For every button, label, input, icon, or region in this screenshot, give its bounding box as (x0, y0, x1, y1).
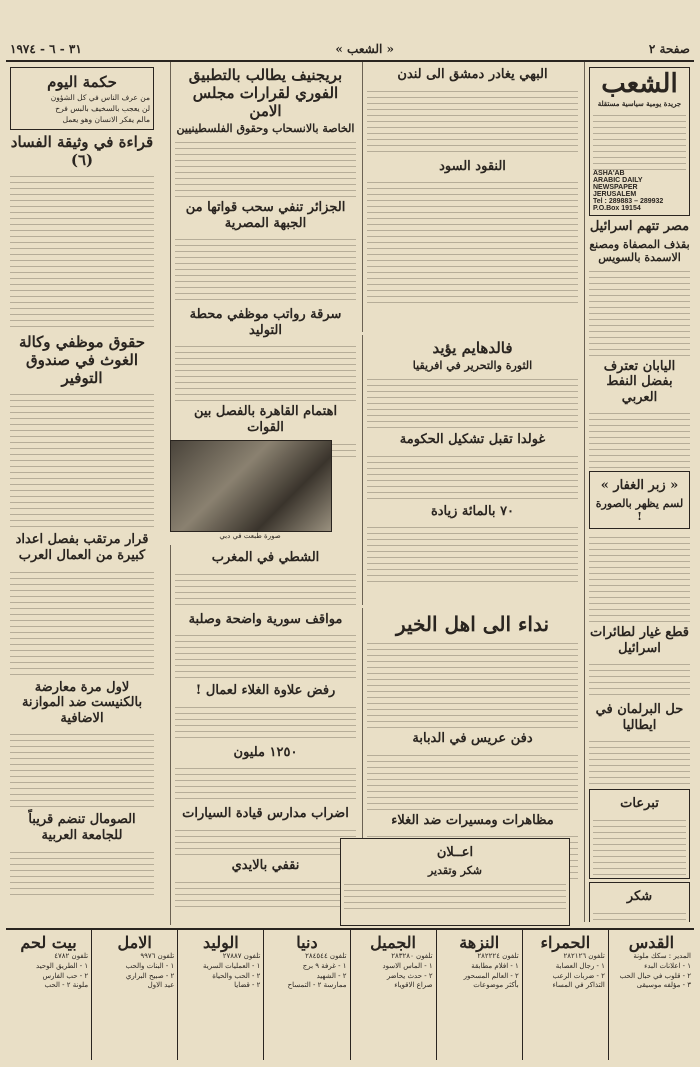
ad-2-line-1: ١ - افلام مطابقة (471, 961, 519, 970)
headline-tatbiq: قراءة في وثيقة الفساد (٦) (10, 133, 154, 170)
ad-6-name: الامل (117, 933, 152, 952)
headline-nida: نداء الى اهل الخير (395, 612, 550, 636)
ad-6-line-3: عيد الاول (147, 981, 175, 990)
sub-fal: الثورة والتحرير في افريقيا (412, 359, 533, 372)
paper-name: « الشعب » (335, 42, 394, 56)
ad-5-name: الوليد (202, 933, 239, 952)
column-2-top (362, 62, 582, 332)
ad-4-line-3: ممارسة ٢ - التمساح (287, 981, 347, 990)
ad-3-line-3: صراع الاقوياء (394, 981, 433, 990)
sub-brejnev: الخاصة بالانسحاب وحقوق الفلسطينيين (176, 122, 355, 135)
ad-4-line-2: ٢ - الشهيد (316, 971, 347, 980)
ad-2-line-3: بأكثر موضوعات (473, 981, 519, 990)
ad-5-line-0: تلفون ٢٧٨٨٧ (222, 952, 261, 960)
ad-0-line-0: المدير : سكك ملونة (633, 952, 691, 960)
hikma-line-3: مالم يفكر الانسان وهو يعمل (62, 115, 150, 125)
ad-0-line-1: ١ - اعلانات البدء (644, 961, 691, 970)
shukr-title: شكر (626, 888, 653, 904)
ad-7-line-1: ١ - الطريق الوحيد (36, 961, 89, 970)
shukr-box (589, 882, 690, 922)
masthead-box: P.O.Box 19154 (593, 205, 641, 212)
ad-6 (91, 930, 177, 1060)
ad-7-line-2: ٢ - حب الفارس (42, 971, 89, 980)
headline-souriya: سرقة رواتب موظفي محطة التوليد (189, 307, 342, 338)
headline-bahi: البهي يغادر دمشق الى لندن (397, 67, 548, 82)
masthead-tel: Tel : 289883 – 289932 (593, 198, 664, 205)
zubr-sub: لسم يظهر بالصورة ! (595, 496, 684, 523)
zubr-box (589, 471, 690, 529)
headline-brejnev: بريجنيف يطالب بالتطبيق الفوري لقرارات مجلس الامن (188, 66, 343, 120)
ad-2-line-2: ٢ - العالم المسحور (463, 971, 519, 980)
headline-golda: غولدا تقبل تشكيل الحكومة (399, 432, 546, 447)
photo-caption: صورة طبعت في دبي (219, 532, 281, 540)
headline-hoquq: حقوق موظفي وكالة الغوث في صندوق التوفير (18, 333, 146, 388)
ad-1-line-3: التذاكر في المساء (552, 981, 605, 990)
headline-mawqif: مواقف سورية واضحة وصلبة (188, 611, 343, 627)
ad-2-name: النزهة (459, 933, 500, 952)
page-number: صفحة ٢ (648, 42, 690, 56)
masthead-en2: ARABIC DAILY NEWSPAPER (593, 177, 643, 191)
headline-rafd: رفض علاوة الغلاء لعمال ! (195, 683, 336, 699)
ad-0-line-2: ٢ - قلوب في حبال الحب (619, 971, 691, 980)
headline-fal: فالدهايم يؤيد (432, 339, 513, 357)
ad-1-name: الحمراء (540, 933, 591, 952)
ad-6-line-1: ١ - البنات والحب (125, 961, 175, 970)
headline-awal: لاول مرة معارضة بالكنيست ضد الموازنة الاضافية (21, 679, 143, 726)
column-4 (6, 62, 158, 922)
headline-misr: مصر تتهم اسرائيل (589, 219, 690, 234)
hikma-line-2: لن يعجب بالسخيف بالبس فرح (55, 104, 150, 114)
headline-naqfi: نقفي بالايدي (231, 857, 300, 873)
column-1 (584, 62, 694, 922)
masthead-en1: ASHA'AB (593, 170, 625, 177)
ad-5 (177, 930, 263, 1060)
issue-date: ٣١ - ٦ - ١٩٧٤ (10, 42, 82, 56)
hikma-title: حكمة اليوم (47, 73, 117, 91)
ad-4 (263, 930, 349, 1060)
sub-misr: بقذف المصفاة ومصنع الاسمدة بالسويس (589, 237, 690, 264)
hikma-line-1: من عرف الناس في كل الشؤون (50, 93, 150, 102)
ad-4-line-0: تلفون ٢٨٤٥٤٤ (305, 952, 347, 960)
ad-6-line-2: ٢ - صبيح البراري (125, 971, 175, 980)
headline-mozahara: مظاهرات ومسيرات ضد الغلاء (391, 812, 554, 828)
headline-shatti: الشطي في المغرب (211, 550, 320, 565)
masthead-logo: الشعب (601, 69, 678, 99)
tabarra-title: تبرعات (620, 796, 659, 812)
ad-4-name: دنيا (296, 933, 318, 952)
ad-5-line-3: ٢ - قضايا (234, 981, 261, 990)
ad-3-line-2: ٢ - حدث يحاضر (386, 971, 433, 980)
headline-jaza: الجزائر تنفي سحب قواتها من الجبهة المصرية (185, 200, 346, 231)
headline-idrab: اضراب مدارس قيادة السيارات (182, 806, 349, 822)
ad-1-line-1: ١ - رجال العصابة (555, 961, 605, 970)
ilan-sub: شكر وتقدير (427, 863, 483, 877)
zubr-title: « زبر الغفار » (600, 478, 679, 494)
masthead-sub: جريدة يومية سياسية مستقلة (597, 99, 682, 108)
headline-malyoun: ١٢٥٠ مليون (233, 744, 298, 760)
headline-somal: الصومال تنضم قريباً للجامعة العربية (28, 812, 136, 843)
headline-nuqud: النقود السود (439, 158, 506, 174)
ad-7-line-0: تلفون ٤٧٨٢ (54, 952, 89, 960)
ad-7-line-3: ملونة ٢ - الحب (44, 981, 89, 990)
masthead-en3: JERUSALEM (593, 191, 637, 198)
ad-1-line-0: تلفون ٢٨٢١٢٦ (563, 952, 605, 960)
tabarra-box (589, 789, 690, 879)
ad-1-line-2: ٢ - ضربات الرعب (552, 971, 605, 980)
hikma-box (10, 67, 154, 130)
ad-3-line-0: تلفون ٢٨٣٢٨٠ (391, 952, 433, 960)
headline-yaban: اليابان تعترف بفضل النفط العربي (603, 358, 676, 405)
ad-1 (522, 930, 608, 1060)
ad-0-name: القدس (628, 933, 675, 952)
ad-3-line-1: ١ - الماس الاسود (382, 961, 433, 970)
headline-sabeen: ٧٠ بالمائة زيادة (430, 503, 515, 519)
headline-hall: حل البرلمان في ايطاليا (595, 702, 684, 733)
ilan-title: اعــلان (436, 845, 474, 860)
ilan-box (340, 838, 570, 926)
ad-7 (6, 930, 91, 1060)
ad-2 (436, 930, 522, 1060)
headline-qarar: قرار مرتقب بفصل اعداد كبيرة من العمال العرب (15, 532, 149, 563)
column-3-bottom (170, 545, 360, 925)
column-3-top (170, 62, 360, 457)
ad-2-line-0: تلفون ٢٨٢٢٢٤ (477, 952, 519, 960)
ad-0-line-3: ٣ - مؤلفه موسيقى (636, 981, 691, 990)
cinema-ads (6, 928, 694, 1060)
ad-3-name: الجميل (370, 933, 416, 952)
masthead (589, 67, 690, 216)
headline-qut: قطع غيار لطائرات اسرائيل (589, 624, 690, 656)
ad-6-line-0: تلفون ٩٩٧٦ (140, 952, 175, 960)
ad-0 (608, 930, 694, 1060)
news-photo (170, 440, 332, 532)
page-header (6, 40, 694, 62)
ad-3 (350, 930, 436, 1060)
column-2-mid (362, 335, 582, 605)
ad-5-line-2: ٢ - الحب والحياة (212, 971, 261, 980)
ad-4-line-1: ١ - غرفة ٩ برج (302, 961, 347, 970)
headline-qahira: اهتمام القاهرة بالفصل بين القوات (193, 404, 338, 435)
ad-5-line-1: ١ - العمليات السرية (203, 961, 261, 970)
headline-dafn: دفن عريس في الدبابة (412, 731, 533, 746)
ad-7-name: بيت لحم (20, 933, 77, 952)
